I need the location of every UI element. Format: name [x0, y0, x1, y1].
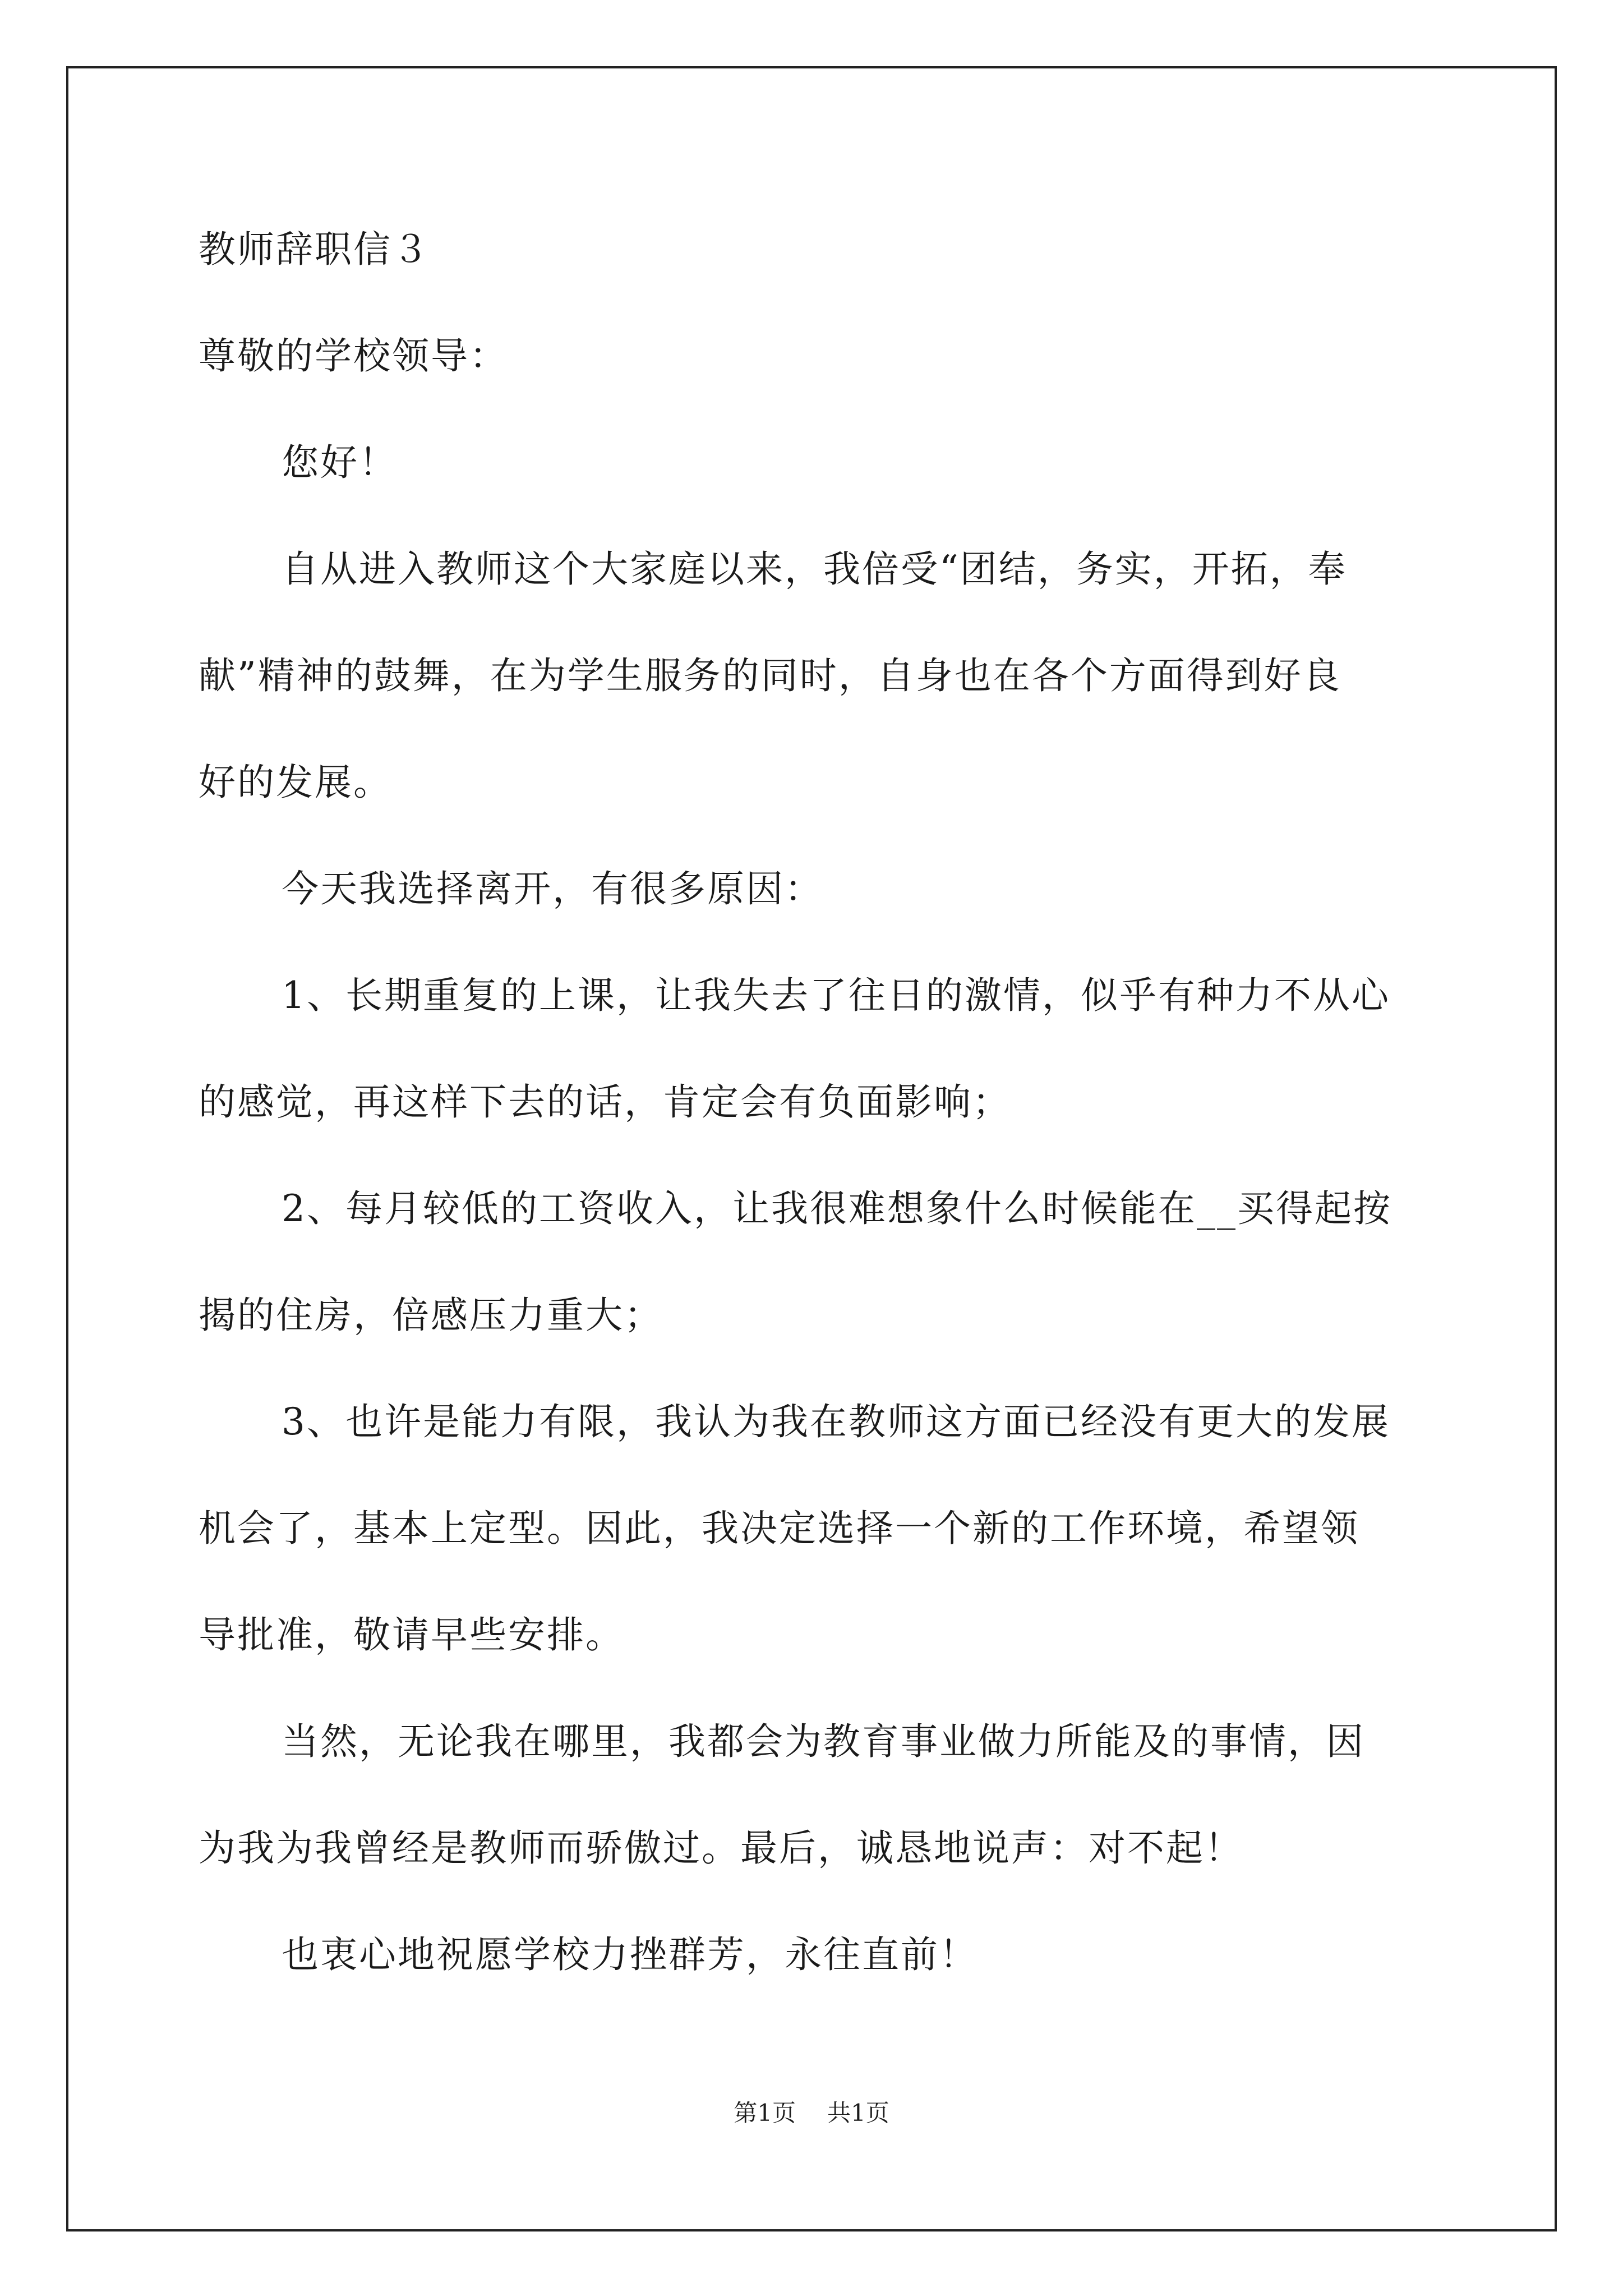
body-line: 2、每月较低的工资收入，让我很难想象什么时候能在__买得起按: [282, 1187, 1392, 1230]
page-frame: [66, 66, 1557, 2231]
body-line: 当然，无论我在哪里，我都会为教育事业做力所能及的事情，因: [282, 1720, 1365, 1763]
page-number-total: 共1页: [827, 2099, 889, 2127]
salutation: 尊敬的学校领导：: [199, 334, 508, 378]
body-line: 献”精神的鼓舞，在为学生服务的同时，自身也在各个方面得到好良: [199, 654, 1341, 697]
body-line: 今天我选择离开，有很多原因：: [282, 867, 823, 910]
body-line: 的感觉，再这样下去的话，肯定会有负面影响；: [199, 1080, 1011, 1124]
page-number-current: 第1页: [734, 2099, 796, 2127]
body-line: 揭的住房，倍感压力重大；: [199, 1294, 663, 1337]
body-line: 机会了，基本上定型。因此，我决定选择一个新的工作环境，希望领: [199, 1507, 1359, 1550]
document-title: 教师辞职信３: [199, 228, 431, 271]
body-line: 1、长期重复的上课，让我失去了往日的激情，似乎有种力不从心: [282, 974, 1390, 1017]
body-line: 也衷心地祝愿学校力挫群芳，永往直前！: [282, 1933, 978, 1976]
body-line: 导批准，敬请早些安排。: [199, 1613, 624, 1657]
greeting: 您好！: [282, 441, 398, 484]
page-footer: [0, 2101, 1623, 2125]
body-line: 为我为我曾经是教师而骄傲过。最后，诚恳地说声：对不起！: [199, 1826, 1243, 1870]
body-line: 3、也许是能力有限，我认为我在教师这方面已经没有更大的发展: [282, 1400, 1390, 1443]
body-line: 好的发展。: [199, 761, 392, 804]
body-line: 自从进入教师这个大家庭以来，我倍受“团结，务实，开拓，奉: [282, 547, 1347, 591]
